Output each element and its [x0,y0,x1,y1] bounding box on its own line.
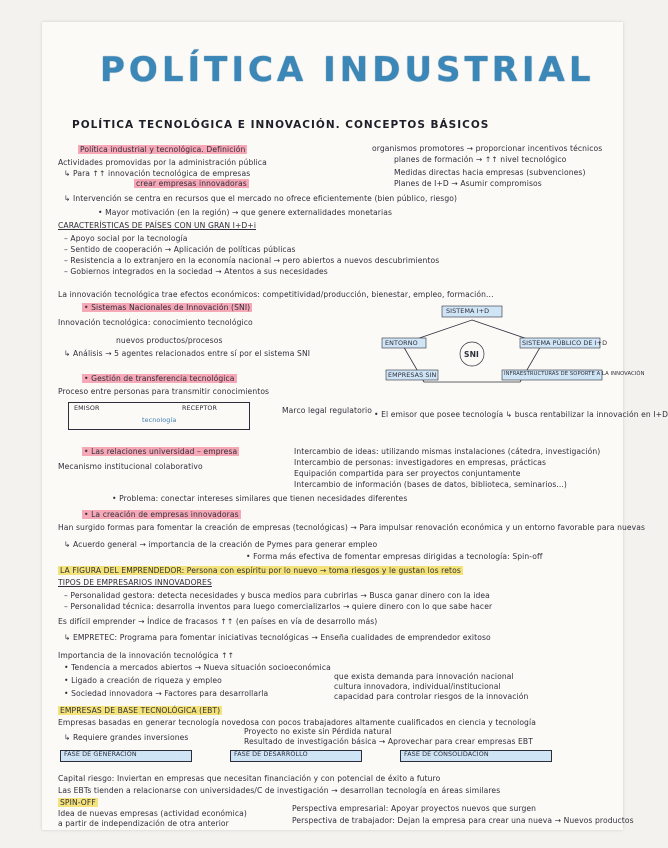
note-line: – Personalidad gestora: detecta necesidades y busca medios para cubrirlas → Busca ganar dinero con la idea [64,591,490,600]
note-line: capacidad para controlar riesgos de la innovación [334,692,529,701]
note-line: Actividades promovidas por la administración pública [58,158,267,167]
note-line: Resultado de investigación básica → Aprovechar para crear empresas EBT [244,737,533,746]
note-line: LA FIGURA DEL EMPRENDEDOR: Persona con espíritu por lo nuevo → toma riesgos y le gustan los retos [60,566,461,575]
note-heading: SPIN-OFF [60,798,96,807]
note-line: • La creación de empresas innovadoras [84,510,239,519]
emisor-label: EMISOR [74,404,100,412]
note-line: Idea de nuevas empresas (actividad económica) [58,809,247,818]
note-heading: TIPOS DE EMPRESARIOS INNOVADORES [58,578,212,587]
note-line: • Forma más efectiva de fomentar empresas dirigidas a tecnología: Spin-off [246,552,543,561]
note-line: organismos promotores → proporcionar incentivos técnicos [372,144,603,153]
note-line: planes de formación → ↑↑ nivel tecnológico [394,155,567,164]
note-line: • Las relaciones universidad – empresa [84,447,238,456]
phase-development: FASE DE DESARROLLO [234,750,308,758]
notes-page [42,22,668,830]
diagram-node-right: SISTEMA PÚBLICO DE I+D [522,339,608,347]
note-line: nuevos productos/procesos [116,336,223,345]
note-line: Proceso entre personas para transmitir conocimientos [58,387,270,396]
note-line: – Gobiernos integrados en la sociedad → Atentos a sus necesidades [64,267,328,276]
note-line: Planes de I+D → Asumir compromisos [394,179,542,188]
note-line: Proyecto no existe sin Pérdida natural [244,727,392,736]
note-line: Han surgido formas para fomentar la creación de empresas (tecnológicas) → Para impulsar renovación económica y un entorno favorable para nuevas [58,523,646,532]
note-line: Perspectiva empresarial: Apoyar proyectos nuevos que surgen [292,804,537,813]
phase-consolidation: FASE DE CONSOLIDACIÓN [404,750,489,758]
note-line: ↳ Análisis → 5 agentes relacionados entre sí por el sistema SNI [64,349,311,358]
note-line: – Apoyo social por la tecnología [64,234,188,243]
note-line: • El emisor que posee tecnología ↳ busca rentabilizar la innovación en I+D [374,410,668,419]
diagram-center: SNI [464,350,479,359]
note-line: Equipación compartida para ser proyectos conjuntamente [294,469,521,478]
note-line: crear empresas innovadoras [136,179,247,188]
diagram-node-top: SISTEMA I+D [446,307,490,315]
note-line: Política industrial y tecnológica. Definición [80,145,246,154]
receptor-label: RECEPTOR [182,404,218,412]
note-line: Marco legal regulatorio [282,406,372,415]
phase-generation: FASE DE GENERACIÓN [64,750,137,758]
note-line: • Ligado a creación de riqueza y empleo [64,676,222,685]
note-line: • Problema: conectar intereses similares que tienen necesidades diferentes [112,494,408,503]
diagram-node-left: ENTORNO [385,339,418,347]
note-line: Empresas basadas en generar tecnología novedosa con pocos trabajadores altamente cualificados en ciencia y tecnología [58,718,536,727]
note-line: – Personalidad técnica: desarrolla inventos para luego comercializarlos → quiere dinero con lo que sabe hacer [64,602,493,611]
note-line: Importancia de la innovación tecnológica ↑↑ [58,651,235,660]
note-line: La innovación tecnológica trae efectos económicos: competitividad/producción, bienestar, empleo, formación... [58,290,494,299]
note-line: Intercambio de ideas: utilizando mismas instalaciones (cátedra, investigación) [294,447,601,456]
note-line: Intercambio de información (bases de datos, biblioteca, seminarios...) [294,480,567,489]
note-heading: EMPRESAS DE BASE TECNOLÓGICA (EBT) [60,706,221,715]
page-title: POLÍTICA INDUSTRIAL [100,50,595,90]
diagram-node-bottom-left: EMPRESAS SIN [388,371,437,379]
section-subtitle: POLÍTICA TECNOLÓGICA E INNOVACIÓN. CONCEPTOS BÁSICOS [72,119,490,131]
note-line: ↳ Requiere grandes inversiones [64,733,189,742]
note-line: ↳ Intervención se centra en recursos que el mercado no ofrece eficientemente (bien público, riesgo) [64,194,458,203]
note-line: Mecanismo institucional colaborativo [58,462,203,471]
note-heading: CARACTERÍSTICAS DE PAÍSES CON UN GRAN I+D+i [58,221,257,230]
note-line: ↳ EMPRETEC: Programa para fomentar iniciativas tecnológicas → Enseña cualidades de emprendedor exitoso [64,633,491,642]
note-line: que exista demanda para innovación nacional [334,672,514,681]
note-line: • Sistemas Nacionales de Innovación (SNI) [84,303,251,312]
note-line: – Resistencia a lo extranjero en la economía nacional → pero abiertos a nuevos descubrimientos [64,256,440,265]
note-line: Las EBTs tienden a relacionarse con universidades/C de investigación → desarrollan tecnología en áreas similares [58,786,501,795]
transfer-label: tecnología [142,416,177,424]
note-line: ↳ Acuerdo general → importancia de la creación de Pymes para generar empleo [64,540,378,549]
note-line: Innovación tecnológica: conocimiento tecnológico [58,318,253,327]
note-line: a partir de independización de otra anterior [58,819,229,828]
note-line: • Mayor motivación (en la región) → que genere externalidades monetarias [98,208,393,217]
note-line: Medidas directas hacia empresas (subvenciones) [394,168,586,177]
note-line: Intercambio de personas: investigadores en empresas, prácticas [294,458,547,467]
note-line: – Sentido de cooperación → Aplicación de políticas públicas [64,245,296,254]
diagram-node-bottom-right: INFRAESTRUCTURAS DE SOPORTE A LA INNOVACIÓN [504,371,645,377]
note-line: • Gestión de transferencia tecnológica [84,374,235,383]
note-line: Perspectiva de trabajador: Dejan la empresa para crear una nueva → Nuevos productos [292,816,634,825]
note-line: • Tendencia a mercados abiertos → Nueva situación socioeconómica [64,663,331,672]
note-line: cultura innovadora, individual/institucional [334,682,501,691]
note-line: • Sociedad innovadora → Factores para desarrollarla [64,689,269,698]
note-line: Es difícil emprender → Índice de fracasos ↑↑ (en países en vía de desarrollo más) [58,617,378,626]
note-line: ↳ Para ↑↑ innovación tecnológica de empresas [64,169,251,178]
note-line: Capital riesgo: Inviertan en empresas que necesitan financiación y con potencial de éxito a futuro [58,774,441,783]
